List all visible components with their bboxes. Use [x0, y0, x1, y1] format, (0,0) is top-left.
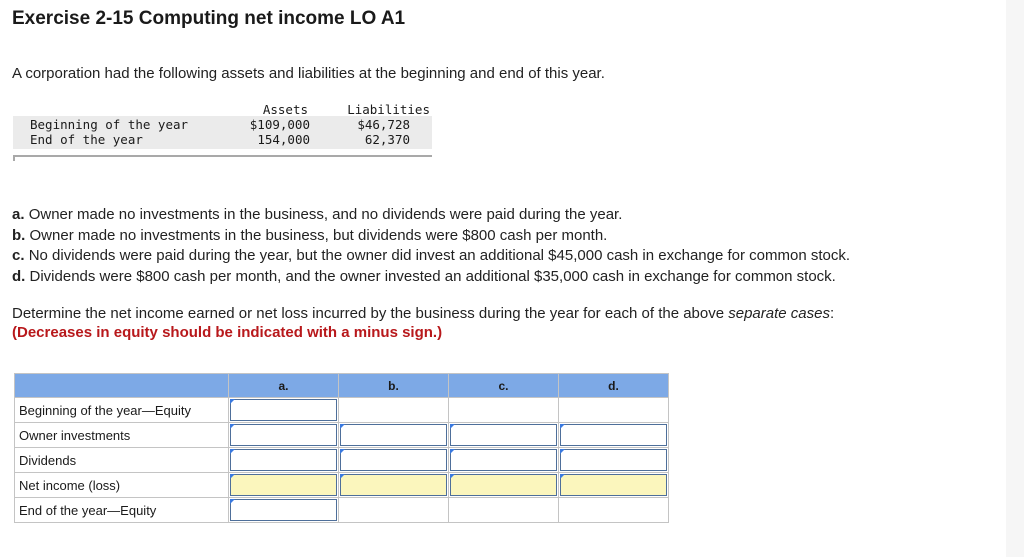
row-label-beginning: Beginning of the year [30, 117, 189, 132]
cell-empty [339, 398, 449, 423]
case-c: c. No dividends were paid during the year, but the owner did invest an additional $45,000 cash in exchange for common stock. [12, 247, 851, 264]
header-col-d: d. [559, 374, 669, 398]
liabilities-header: Liabilities [347, 102, 430, 117]
row-beginning-equity [15, 398, 669, 423]
row-net-income [15, 473, 669, 498]
instruction-emphasis: separate cases [728, 305, 830, 322]
input-end-equity-a[interactable] [233, 501, 336, 520]
input-owner-investments-c[interactable] [453, 426, 556, 445]
case-d: d. Dividends were $800 cash per month, and the owner invested an additional $35,000 cash in exchange for common stock. [12, 267, 836, 285]
given-data-table [13, 102, 432, 160]
input-dividends-b[interactable] [343, 451, 446, 470]
row-label: Net income (loss) [15, 473, 229, 498]
assets-beginning: $109,000 [249, 117, 310, 132]
input-owner-investments-b[interactable] [343, 426, 446, 445]
cell-dividends-c [449, 448, 559, 473]
cell-owner-investments-c [449, 423, 559, 448]
cell-net-income-a [229, 473, 339, 498]
right-scroll-gutter [1006, 0, 1024, 557]
minus-sign-note: (Decreases in equity should be indicated with a minus sign.) [12, 324, 443, 341]
input-net-income-b[interactable] [343, 476, 446, 495]
assets-end: 154,000 [257, 132, 310, 147]
row-owner-investments [15, 423, 669, 448]
row-label: Beginning of the year—Equity [15, 398, 229, 423]
header-blank [15, 374, 229, 398]
cell-net-income-c [449, 473, 559, 498]
input-dividends-d[interactable] [563, 451, 666, 470]
row-label: Owner investments [15, 423, 229, 448]
case-a: a. Owner made no investments in the business, and no dividends were paid during the year. [12, 206, 623, 223]
header-col-c: c. [449, 374, 559, 398]
cell-empty [449, 398, 559, 423]
cell-owner-investments-b [339, 423, 449, 448]
input-beginning-equity-a[interactable] [233, 401, 336, 420]
cell-empty [559, 398, 669, 423]
row-dividends [15, 448, 669, 473]
instruction-text: Determine the net income earned or net loss incurred by the business during the year for each of the above separate cases: [12, 305, 835, 322]
header-col-a: a. [229, 374, 339, 398]
cases-list [12, 205, 850, 287]
input-dividends-c[interactable] [453, 451, 556, 470]
cell-empty [339, 498, 449, 523]
assets-header: Assets [262, 102, 308, 117]
cell-dividends-b [339, 448, 449, 473]
input-net-income-a[interactable] [233, 476, 336, 495]
case-b: b. Owner made no investments in the business, but dividends were $800 cash per month. [12, 226, 608, 244]
cell-empty [449, 498, 559, 523]
liabilities-beginning: $46,728 [357, 117, 410, 132]
cell-net-income-d [559, 473, 669, 498]
answer-table [14, 373, 669, 523]
row-label: End of the year—Equity [15, 498, 229, 523]
answer-table-header [15, 374, 669, 398]
cell-dividends-a [229, 448, 339, 473]
cell-empty [559, 498, 669, 523]
input-net-income-d[interactable] [563, 476, 666, 495]
cell-owner-investments-d [559, 423, 669, 448]
given-table-rule [13, 155, 432, 157]
cell-net-income-b [339, 473, 449, 498]
input-net-income-c[interactable] [453, 476, 556, 495]
cell-dividends-d [559, 448, 669, 473]
input-owner-investments-d[interactable] [563, 426, 666, 445]
row-label: Dividends [15, 448, 229, 473]
cell-end-equity-a [229, 498, 339, 523]
row-label-end: End of the year [30, 132, 143, 147]
input-dividends-a[interactable] [233, 451, 336, 470]
given-table-tick [13, 155, 15, 161]
header-col-b: b. [339, 374, 449, 398]
intro-text: A corporation had the following assets and liabilities at the beginning and end of this year. [12, 65, 605, 82]
input-owner-investments-a[interactable] [233, 426, 336, 445]
cell-beginning-equity-a [229, 398, 339, 423]
cell-owner-investments-a [229, 423, 339, 448]
row-end-equity [15, 498, 669, 523]
liabilities-end: 62,370 [364, 132, 410, 147]
exercise-title: Exercise 2-15 Computing net income LO A1 [12, 8, 406, 29]
